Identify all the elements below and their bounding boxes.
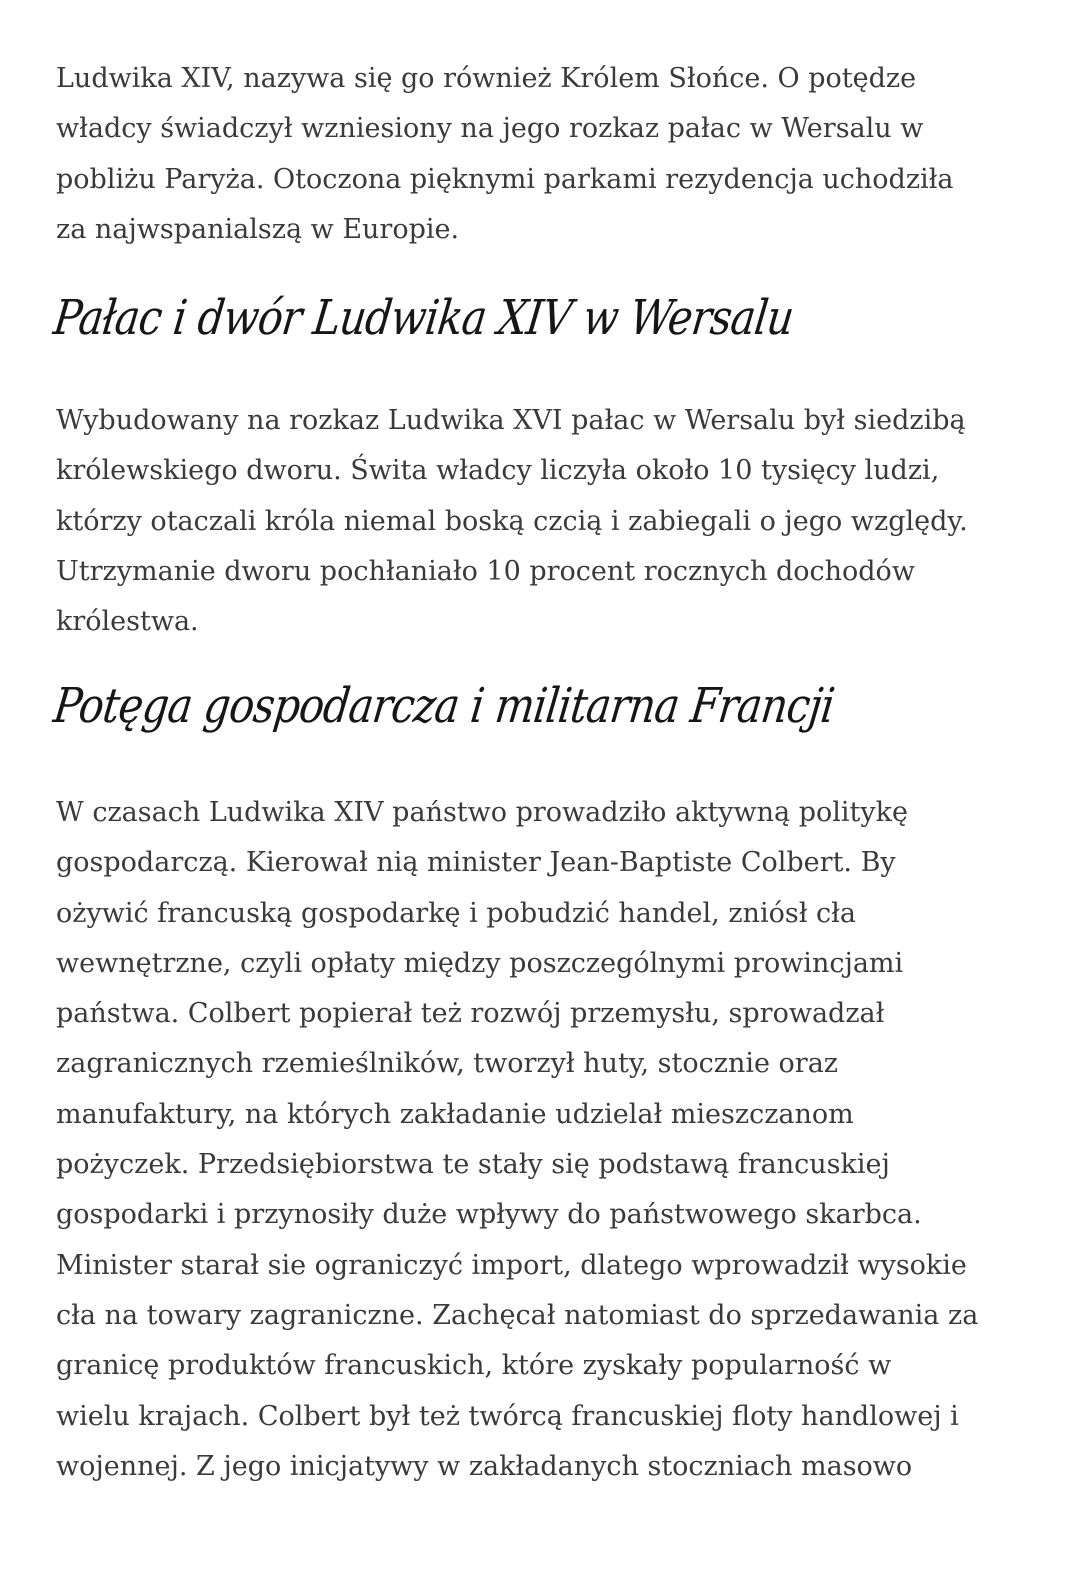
section-heading-palace: Pałac i dwór Ludwika XIV w Wersalu xyxy=(50,290,797,346)
text-line: Minister starał sie ograniczyć import, dlatego wprowadził wysokie xyxy=(56,1249,967,1281)
intro-paragraph xyxy=(56,54,1031,255)
text-line: pożyczek. Przedsiębiorstwa te stały się podstawą francuskiej xyxy=(56,1149,890,1181)
text-line: za najwspanialszą w Europie. xyxy=(56,213,460,245)
text-line: Utrzymanie dworu pochłaniało 10 procent rocznych dochodów xyxy=(56,555,915,587)
text-line: Wybudowany na rozkaz Ludwika XVI pałac w Wersalu był siedzibą xyxy=(56,405,966,436)
text-line: W czasach Ludwika XIV państwo prowadziło aktywną politykę xyxy=(56,797,908,828)
text-line: wielu krajach. Colbert był też twórcą francuskiej floty handlowej i xyxy=(56,1400,959,1432)
text-line: królestwa. xyxy=(56,606,199,638)
palace-paragraph xyxy=(56,396,1031,647)
text-line: gospodarczą. Kierował nią minister Jean-Baptiste Colbert. By xyxy=(56,847,896,879)
text-line: wewnętrzne, czyli opłaty między poszczególnymi prowincjami xyxy=(56,947,904,979)
section-heading-economy: Potęga gospodarcza i militarna Francji xyxy=(50,678,837,734)
text-line: władcy świadczył wzniesiony na jego rozkaz pałac w Wersalu w xyxy=(56,113,924,145)
text-line: państwa. Colbert popierał też rozwój przemysłu, sprowadzał xyxy=(56,998,885,1030)
text-line: gospodarki i przynosiły duże wpływy do państwowego skarbca. xyxy=(56,1199,922,1231)
text-line: wojennej. Z jego inicjatywy w zakładanych stoczniach masowo xyxy=(56,1450,913,1482)
text-line: zagranicznych rzemieślników, tworzył huty, stocznie oraz xyxy=(56,1048,839,1080)
economy-paragraph xyxy=(56,788,1031,1492)
text-line: którzy otaczali króla niemal boską czcią i zabiegali o jego względy. xyxy=(56,505,968,537)
text-line: pobliżu Paryża. Otoczona pięknymi parkami rezydencja uchodziła xyxy=(56,163,954,195)
text-line: cła na towary zagraniczne. Zachęcał natomiast do sprzedawania za xyxy=(56,1299,979,1331)
text-line: Ludwika XIV, nazywa się go również Królem Słońce. O potędze xyxy=(56,63,917,94)
text-line: królewskiego dworu. Świta władcy liczyła około 10 tysięcy ludzi, xyxy=(56,455,940,487)
text-line: ożywić francuską gospodarkę i pobudzić handel, zniósł cła xyxy=(56,897,857,929)
text-line: granicę produktów francuskich, które zyskały popularność w xyxy=(56,1350,892,1382)
text-line: manufaktury, na których zakładanie udzielał mieszczanom xyxy=(56,1098,854,1130)
